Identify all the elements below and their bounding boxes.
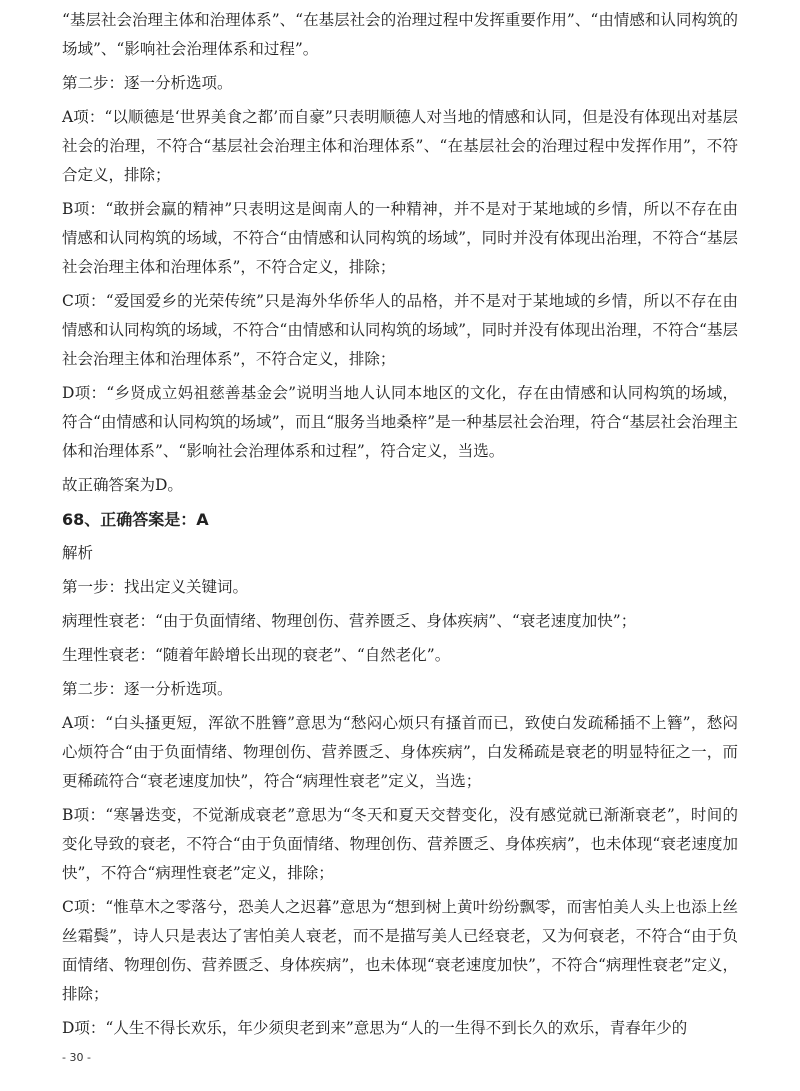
option-b-analysis: B项：“寒暑迭变，不觉渐成衰老”意思为“冬天和夏天交替变化，没有感觉就已渐渐衰老”，时间的变化导致的衰老，不符合“由于负面情绪、物理创伤、营养匮乏、身体疾病”，也未体现“衰老速度加快”，不符合“病理性衰老”定义，排除； <box>62 806 738 882</box>
step-two-label: 第二步：逐一分析选项。 <box>62 680 233 698</box>
definition-keywords-continued: “基层社会治理主体和治理体系”、“在基层社会的治理过程中发挥重要作用”、“由情感和认同构筑的场域”、“影响社会治理体系和过程”。 <box>62 11 738 58</box>
page-number: - 30 - <box>62 1051 91 1064</box>
option-d-analysis: D项：“乡贤成立妈祖慈善基金会”说明当地人认同本地区的文化，存在由情感和认同构筑的场域，符合“由情感和认同构筑的场域”，而且“服务当地桑梓”是一种基层社会治理，符合“基层社会治理主体和治理体系”、“影响社会治理体系和过程”，符合定义，当选。 <box>62 384 738 460</box>
question-68-heading: 68、正确答案是：A <box>62 510 209 529</box>
option-c-analysis: C项：“惟草木之零落兮，恐美人之迟暮”意思为“想到树上黄叶纷纷飘零，而害怕美人头上也添上丝丝霜鬓”，诗人只是表达了害怕美人衰老，而不是描写美人已经衰老，又为何衰老，不符合“由于负面情绪、物理创伤、营养匮乏、身体疾病”，也未体现“衰老速度加快”，不符合“病理性衰老”定义，排除； <box>62 898 738 1003</box>
option-a-analysis: A项：“以顺德是‘世界美食之都’而自豪”只表明顺德人对当地的情感和认同，但是没有体现出对基层社会的治理，不符合“基层社会治理主体和治理体系”、“在基层社会的治理过程中发挥作用”，不符合定义，排除； <box>62 108 738 184</box>
answer-conclusion: 故正确答案为D。 <box>62 476 183 494</box>
option-c-analysis: C项：“爱国爱乡的光荣传统”只是海外华侨华人的品格，并不是对于某地域的乡情，所以不存在由情感和认同构筑的场域，不符合“由情感和认同构筑的场域”，同时并没有体现出治理，不符合“基层社会治理主体和治理体系”，不符合定义，排除； <box>62 292 738 368</box>
step-one-label: 第一步：找出定义关键词。 <box>62 578 249 596</box>
pathological-aging-keywords: 病理性衰老：“由于负面情绪、物理创伤、营养匮乏、身体疾病”、“衰老速度加快”； <box>62 612 637 630</box>
physiological-aging-keywords: 生理性衰老：“随着年龄增长出现的衰老”、“自然老化”。 <box>62 646 451 664</box>
option-a-analysis: A项：“白头搔更短，浑欲不胜簪”意思为“愁闷心烦只有搔首而已，致使白发疏稀插不上簪”，愁闷心烦符合“由于负面情绪、物理创伤、营养匮乏、身体疾病”，白发稀疏是衰老的明显特征之一，而更稀疏符合“衰老速度加快”，符合“病理性衰老”定义，当选； <box>62 714 738 790</box>
option-d-analysis: D项：“人生不得长欢乐，年少须臾老到来”意思为“人的一生得不到长久的欢乐，青春年少的 <box>62 1019 688 1037</box>
step-two-label: 第二步：逐一分析选项。 <box>62 74 233 92</box>
analysis-label: 解析 <box>62 544 94 562</box>
option-b-analysis: B项：“敢拼会赢的精神”只表明这是闽南人的一种精神，并不是对于某地域的乡情，所以不存在由情感和认同构筑的场域，不符合“由情感和认同构筑的场域”，同时并没有体现出治理，不符合“基层社会治理主体和治理体系”，不符合定义，排除； <box>62 200 738 276</box>
